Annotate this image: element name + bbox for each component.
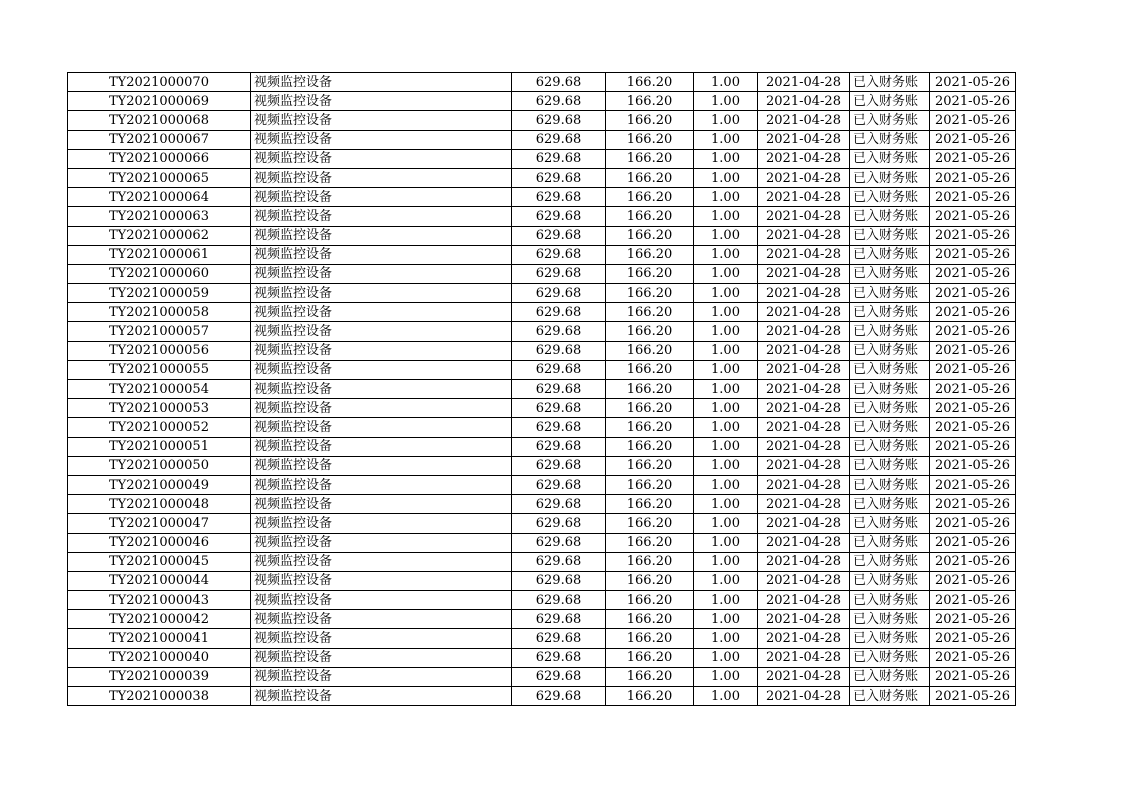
quantity-cell: 1.00 bbox=[694, 514, 758, 533]
original-value-cell: 629.68 bbox=[512, 418, 606, 437]
asset-code-cell: TY2021000045 bbox=[68, 552, 251, 571]
asset-code-cell: TY2021000053 bbox=[68, 399, 251, 418]
original-value-cell: 629.68 bbox=[512, 360, 606, 379]
acquired-date-cell: 2021-04-28 bbox=[758, 226, 850, 245]
asset-code-cell: TY2021000058 bbox=[68, 303, 251, 322]
table-row bbox=[68, 130, 1016, 149]
value-cell: 166.20 bbox=[606, 73, 694, 92]
value-cell: 166.20 bbox=[606, 552, 694, 571]
asset-name-cell: 视频监控设备 bbox=[251, 111, 512, 130]
original-value-cell: 629.68 bbox=[512, 245, 606, 264]
value-cell: 166.20 bbox=[606, 264, 694, 283]
table-row bbox=[68, 284, 1016, 303]
table-row bbox=[68, 514, 1016, 533]
original-value-cell: 629.68 bbox=[512, 111, 606, 130]
recorded-date-cell: 2021-05-26 bbox=[930, 264, 1016, 283]
status-cell: 已入财务账 bbox=[850, 456, 930, 475]
quantity-cell: 1.00 bbox=[694, 687, 758, 706]
asset-name-cell: 视频监控设备 bbox=[251, 245, 512, 264]
asset-code-cell: TY2021000068 bbox=[68, 111, 251, 130]
table-row bbox=[68, 188, 1016, 207]
asset-code-cell: TY2021000064 bbox=[68, 188, 251, 207]
value-cell: 166.20 bbox=[606, 322, 694, 341]
acquired-date-cell: 2021-04-28 bbox=[758, 533, 850, 552]
acquired-date-cell: 2021-04-28 bbox=[758, 495, 850, 514]
table-row bbox=[68, 418, 1016, 437]
acquired-date-cell: 2021-04-28 bbox=[758, 418, 850, 437]
acquired-date-cell: 2021-04-28 bbox=[758, 380, 850, 399]
status-cell: 已入财务账 bbox=[850, 495, 930, 514]
table-row bbox=[68, 245, 1016, 264]
acquired-date-cell: 2021-04-28 bbox=[758, 399, 850, 418]
asset-code-cell: TY2021000069 bbox=[68, 92, 251, 111]
acquired-date-cell: 2021-04-28 bbox=[758, 667, 850, 686]
original-value-cell: 629.68 bbox=[512, 456, 606, 475]
asset-code-cell: TY2021000052 bbox=[68, 418, 251, 437]
table-row bbox=[68, 552, 1016, 571]
asset-name-cell: 视频监控设备 bbox=[251, 341, 512, 360]
quantity-cell: 1.00 bbox=[694, 552, 758, 571]
quantity-cell: 1.00 bbox=[694, 399, 758, 418]
value-cell: 166.20 bbox=[606, 533, 694, 552]
quantity-cell: 1.00 bbox=[694, 111, 758, 130]
asset-name-cell: 视频监控设备 bbox=[251, 264, 512, 283]
table-row bbox=[68, 629, 1016, 648]
acquired-date-cell: 2021-04-28 bbox=[758, 552, 850, 571]
status-cell: 已入财务账 bbox=[850, 341, 930, 360]
status-cell: 已入财务账 bbox=[850, 591, 930, 610]
original-value-cell: 629.68 bbox=[512, 687, 606, 706]
value-cell: 166.20 bbox=[606, 92, 694, 111]
quantity-cell: 1.00 bbox=[694, 168, 758, 187]
recorded-date-cell: 2021-05-26 bbox=[930, 437, 1016, 456]
status-cell: 已入财务账 bbox=[850, 399, 930, 418]
status-cell: 已入财务账 bbox=[850, 418, 930, 437]
quantity-cell: 1.00 bbox=[694, 226, 758, 245]
asset-code-cell: TY2021000062 bbox=[68, 226, 251, 245]
asset-name-cell: 视频监控设备 bbox=[251, 571, 512, 590]
table-row bbox=[68, 610, 1016, 629]
asset-code-cell: TY2021000051 bbox=[68, 437, 251, 456]
table-row bbox=[68, 437, 1016, 456]
table-row bbox=[68, 495, 1016, 514]
original-value-cell: 629.68 bbox=[512, 648, 606, 667]
original-value-cell: 629.68 bbox=[512, 322, 606, 341]
asset-code-cell: TY2021000042 bbox=[68, 610, 251, 629]
status-cell: 已入财务账 bbox=[850, 188, 930, 207]
acquired-date-cell: 2021-04-28 bbox=[758, 341, 850, 360]
asset-code-cell: TY2021000044 bbox=[68, 571, 251, 590]
quantity-cell: 1.00 bbox=[694, 610, 758, 629]
value-cell: 166.20 bbox=[606, 303, 694, 322]
table-row bbox=[68, 264, 1016, 283]
value-cell: 166.20 bbox=[606, 475, 694, 494]
asset-code-cell: TY2021000038 bbox=[68, 687, 251, 706]
quantity-cell: 1.00 bbox=[694, 341, 758, 360]
quantity-cell: 1.00 bbox=[694, 92, 758, 111]
quantity-cell: 1.00 bbox=[694, 264, 758, 283]
original-value-cell: 629.68 bbox=[512, 73, 606, 92]
original-value-cell: 629.68 bbox=[512, 207, 606, 226]
quantity-cell: 1.00 bbox=[694, 591, 758, 610]
asset-name-cell: 视频监控设备 bbox=[251, 360, 512, 379]
quantity-cell: 1.00 bbox=[694, 475, 758, 494]
original-value-cell: 629.68 bbox=[512, 264, 606, 283]
table-row bbox=[68, 399, 1016, 418]
recorded-date-cell: 2021-05-26 bbox=[930, 456, 1016, 475]
value-cell: 166.20 bbox=[606, 687, 694, 706]
recorded-date-cell: 2021-05-26 bbox=[930, 303, 1016, 322]
table-row bbox=[68, 207, 1016, 226]
quantity-cell: 1.00 bbox=[694, 648, 758, 667]
original-value-cell: 629.68 bbox=[512, 437, 606, 456]
acquired-date-cell: 2021-04-28 bbox=[758, 629, 850, 648]
table-row bbox=[68, 168, 1016, 187]
acquired-date-cell: 2021-04-28 bbox=[758, 284, 850, 303]
recorded-date-cell: 2021-05-26 bbox=[930, 667, 1016, 686]
original-value-cell: 629.68 bbox=[512, 380, 606, 399]
quantity-cell: 1.00 bbox=[694, 437, 758, 456]
asset-name-cell: 视频监控设备 bbox=[251, 648, 512, 667]
asset-code-cell: TY2021000063 bbox=[68, 207, 251, 226]
status-cell: 已入财务账 bbox=[850, 648, 930, 667]
asset-code-cell: TY2021000054 bbox=[68, 380, 251, 399]
table-row bbox=[68, 149, 1016, 168]
value-cell: 166.20 bbox=[606, 188, 694, 207]
status-cell: 已入财务账 bbox=[850, 629, 930, 648]
table-row bbox=[68, 73, 1016, 92]
acquired-date-cell: 2021-04-28 bbox=[758, 168, 850, 187]
quantity-cell: 1.00 bbox=[694, 456, 758, 475]
acquired-date-cell: 2021-04-28 bbox=[758, 130, 850, 149]
value-cell: 166.20 bbox=[606, 456, 694, 475]
table-row bbox=[68, 571, 1016, 590]
asset-code-cell: TY2021000039 bbox=[68, 667, 251, 686]
value-cell: 166.20 bbox=[606, 111, 694, 130]
acquired-date-cell: 2021-04-28 bbox=[758, 514, 850, 533]
table-row bbox=[68, 456, 1016, 475]
asset-code-cell: TY2021000050 bbox=[68, 456, 251, 475]
original-value-cell: 629.68 bbox=[512, 667, 606, 686]
quantity-cell: 1.00 bbox=[694, 571, 758, 590]
original-value-cell: 629.68 bbox=[512, 284, 606, 303]
acquired-date-cell: 2021-04-28 bbox=[758, 648, 850, 667]
original-value-cell: 629.68 bbox=[512, 399, 606, 418]
asset-code-cell: TY2021000048 bbox=[68, 495, 251, 514]
quantity-cell: 1.00 bbox=[694, 418, 758, 437]
asset-code-cell: TY2021000046 bbox=[68, 533, 251, 552]
table-row bbox=[68, 591, 1016, 610]
acquired-date-cell: 2021-04-28 bbox=[758, 591, 850, 610]
recorded-date-cell: 2021-05-26 bbox=[930, 380, 1016, 399]
original-value-cell: 629.68 bbox=[512, 571, 606, 590]
asset-name-cell: 视频监控设备 bbox=[251, 92, 512, 111]
original-value-cell: 629.68 bbox=[512, 149, 606, 168]
acquired-date-cell: 2021-04-28 bbox=[758, 149, 850, 168]
recorded-date-cell: 2021-05-26 bbox=[930, 322, 1016, 341]
original-value-cell: 629.68 bbox=[512, 495, 606, 514]
status-cell: 已入财务账 bbox=[850, 380, 930, 399]
asset-code-cell: TY2021000066 bbox=[68, 149, 251, 168]
acquired-date-cell: 2021-04-28 bbox=[758, 571, 850, 590]
asset-name-cell: 视频监控设备 bbox=[251, 552, 512, 571]
asset-name-cell: 视频监控设备 bbox=[251, 226, 512, 245]
quantity-cell: 1.00 bbox=[694, 533, 758, 552]
status-cell: 已入财务账 bbox=[850, 226, 930, 245]
status-cell: 已入财务账 bbox=[850, 245, 930, 264]
recorded-date-cell: 2021-05-26 bbox=[930, 475, 1016, 494]
quantity-cell: 1.00 bbox=[694, 130, 758, 149]
asset-table bbox=[67, 72, 1016, 706]
quantity-cell: 1.00 bbox=[694, 245, 758, 264]
asset-code-cell: TY2021000056 bbox=[68, 341, 251, 360]
status-cell: 已入财务账 bbox=[850, 303, 930, 322]
original-value-cell: 629.68 bbox=[512, 610, 606, 629]
value-cell: 166.20 bbox=[606, 571, 694, 590]
recorded-date-cell: 2021-05-26 bbox=[930, 571, 1016, 590]
asset-name-cell: 视频监控设备 bbox=[251, 207, 512, 226]
asset-name-cell: 视频监控设备 bbox=[251, 437, 512, 456]
acquired-date-cell: 2021-04-28 bbox=[758, 111, 850, 130]
original-value-cell: 629.68 bbox=[512, 92, 606, 111]
acquired-date-cell: 2021-04-28 bbox=[758, 264, 850, 283]
status-cell: 已入财务账 bbox=[850, 571, 930, 590]
recorded-date-cell: 2021-05-26 bbox=[930, 130, 1016, 149]
status-cell: 已入财务账 bbox=[850, 73, 930, 92]
original-value-cell: 629.68 bbox=[512, 591, 606, 610]
quantity-cell: 1.00 bbox=[694, 73, 758, 92]
value-cell: 166.20 bbox=[606, 130, 694, 149]
recorded-date-cell: 2021-05-26 bbox=[930, 188, 1016, 207]
recorded-date-cell: 2021-05-26 bbox=[930, 168, 1016, 187]
asset-name-cell: 视频监控设备 bbox=[251, 418, 512, 437]
acquired-date-cell: 2021-04-28 bbox=[758, 207, 850, 226]
status-cell: 已入财务账 bbox=[850, 207, 930, 226]
asset-name-cell: 视频监控设备 bbox=[251, 130, 512, 149]
value-cell: 166.20 bbox=[606, 495, 694, 514]
recorded-date-cell: 2021-05-26 bbox=[930, 552, 1016, 571]
asset-code-cell: TY2021000059 bbox=[68, 284, 251, 303]
value-cell: 166.20 bbox=[606, 149, 694, 168]
recorded-date-cell: 2021-05-26 bbox=[930, 591, 1016, 610]
original-value-cell: 629.68 bbox=[512, 629, 606, 648]
recorded-date-cell: 2021-05-26 bbox=[930, 495, 1016, 514]
original-value-cell: 629.68 bbox=[512, 552, 606, 571]
original-value-cell: 629.68 bbox=[512, 303, 606, 322]
acquired-date-cell: 2021-04-28 bbox=[758, 475, 850, 494]
recorded-date-cell: 2021-05-26 bbox=[930, 399, 1016, 418]
acquired-date-cell: 2021-04-28 bbox=[758, 456, 850, 475]
value-cell: 166.20 bbox=[606, 629, 694, 648]
status-cell: 已入财务账 bbox=[850, 322, 930, 341]
value-cell: 166.20 bbox=[606, 648, 694, 667]
value-cell: 166.20 bbox=[606, 667, 694, 686]
original-value-cell: 629.68 bbox=[512, 168, 606, 187]
original-value-cell: 629.68 bbox=[512, 341, 606, 360]
recorded-date-cell: 2021-05-26 bbox=[930, 610, 1016, 629]
value-cell: 166.20 bbox=[606, 437, 694, 456]
recorded-date-cell: 2021-05-26 bbox=[930, 514, 1016, 533]
value-cell: 166.20 bbox=[606, 245, 694, 264]
table-row bbox=[68, 360, 1016, 379]
table-row bbox=[68, 226, 1016, 245]
acquired-date-cell: 2021-04-28 bbox=[758, 687, 850, 706]
status-cell: 已入财务账 bbox=[850, 667, 930, 686]
table-row bbox=[68, 475, 1016, 494]
asset-name-cell: 视频监控设备 bbox=[251, 188, 512, 207]
status-cell: 已入财务账 bbox=[850, 149, 930, 168]
asset-name-cell: 视频监控设备 bbox=[251, 399, 512, 418]
asset-name-cell: 视频监控设备 bbox=[251, 380, 512, 399]
status-cell: 已入财务账 bbox=[850, 687, 930, 706]
recorded-date-cell: 2021-05-26 bbox=[930, 207, 1016, 226]
recorded-date-cell: 2021-05-26 bbox=[930, 629, 1016, 648]
table-row bbox=[68, 111, 1016, 130]
table-row bbox=[68, 322, 1016, 341]
table-row bbox=[68, 533, 1016, 552]
asset-code-cell: TY2021000067 bbox=[68, 130, 251, 149]
quantity-cell: 1.00 bbox=[694, 667, 758, 686]
asset-name-cell: 视频监控设备 bbox=[251, 687, 512, 706]
asset-code-cell: TY2021000049 bbox=[68, 475, 251, 494]
value-cell: 166.20 bbox=[606, 360, 694, 379]
recorded-date-cell: 2021-05-26 bbox=[930, 341, 1016, 360]
quantity-cell: 1.00 bbox=[694, 207, 758, 226]
value-cell: 166.20 bbox=[606, 418, 694, 437]
acquired-date-cell: 2021-04-28 bbox=[758, 437, 850, 456]
quantity-cell: 1.00 bbox=[694, 322, 758, 341]
recorded-date-cell: 2021-05-26 bbox=[930, 111, 1016, 130]
original-value-cell: 629.68 bbox=[512, 475, 606, 494]
quantity-cell: 1.00 bbox=[694, 303, 758, 322]
original-value-cell: 629.68 bbox=[512, 514, 606, 533]
original-value-cell: 629.68 bbox=[512, 130, 606, 149]
recorded-date-cell: 2021-05-26 bbox=[930, 687, 1016, 706]
recorded-date-cell: 2021-05-26 bbox=[930, 418, 1016, 437]
value-cell: 166.20 bbox=[606, 514, 694, 533]
acquired-date-cell: 2021-04-28 bbox=[758, 322, 850, 341]
asset-name-cell: 视频监控设备 bbox=[251, 303, 512, 322]
status-cell: 已入财务账 bbox=[850, 111, 930, 130]
asset-name-cell: 视频监控设备 bbox=[251, 149, 512, 168]
status-cell: 已入财务账 bbox=[850, 168, 930, 187]
asset-code-cell: TY2021000057 bbox=[68, 322, 251, 341]
asset-code-cell: TY2021000070 bbox=[68, 73, 251, 92]
asset-name-cell: 视频监控设备 bbox=[251, 495, 512, 514]
table-row bbox=[68, 341, 1016, 360]
recorded-date-cell: 2021-05-26 bbox=[930, 73, 1016, 92]
quantity-cell: 1.00 bbox=[694, 149, 758, 168]
original-value-cell: 629.68 bbox=[512, 533, 606, 552]
recorded-date-cell: 2021-05-26 bbox=[930, 284, 1016, 303]
status-cell: 已入财务账 bbox=[850, 610, 930, 629]
value-cell: 166.20 bbox=[606, 610, 694, 629]
recorded-date-cell: 2021-05-26 bbox=[930, 149, 1016, 168]
acquired-date-cell: 2021-04-28 bbox=[758, 360, 850, 379]
asset-name-cell: 视频监控设备 bbox=[251, 629, 512, 648]
acquired-date-cell: 2021-04-28 bbox=[758, 610, 850, 629]
value-cell: 166.20 bbox=[606, 341, 694, 360]
status-cell: 已入财务账 bbox=[850, 437, 930, 456]
asset-name-cell: 视频监控设备 bbox=[251, 456, 512, 475]
table-row bbox=[68, 92, 1016, 111]
acquired-date-cell: 2021-04-28 bbox=[758, 245, 850, 264]
asset-code-cell: TY2021000041 bbox=[68, 629, 251, 648]
asset-name-cell: 视频监控设备 bbox=[251, 514, 512, 533]
recorded-date-cell: 2021-05-26 bbox=[930, 360, 1016, 379]
status-cell: 已入财务账 bbox=[850, 264, 930, 283]
asset-name-cell: 视频监控设备 bbox=[251, 591, 512, 610]
asset-code-cell: TY2021000055 bbox=[68, 360, 251, 379]
acquired-date-cell: 2021-04-28 bbox=[758, 303, 850, 322]
value-cell: 166.20 bbox=[606, 168, 694, 187]
value-cell: 166.20 bbox=[606, 226, 694, 245]
asset-code-cell: TY2021000047 bbox=[68, 514, 251, 533]
value-cell: 166.20 bbox=[606, 207, 694, 226]
acquired-date-cell: 2021-04-28 bbox=[758, 73, 850, 92]
asset-code-cell: TY2021000043 bbox=[68, 591, 251, 610]
table-row bbox=[68, 648, 1016, 667]
table-row bbox=[68, 667, 1016, 686]
original-value-cell: 629.68 bbox=[512, 226, 606, 245]
quantity-cell: 1.00 bbox=[694, 495, 758, 514]
value-cell: 166.20 bbox=[606, 284, 694, 303]
acquired-date-cell: 2021-04-28 bbox=[758, 188, 850, 207]
table-row bbox=[68, 303, 1016, 322]
original-value-cell: 629.68 bbox=[512, 188, 606, 207]
quantity-cell: 1.00 bbox=[694, 629, 758, 648]
asset-name-cell: 视频监控设备 bbox=[251, 533, 512, 552]
asset-name-cell: 视频监控设备 bbox=[251, 475, 512, 494]
asset-name-cell: 视频监控设备 bbox=[251, 322, 512, 341]
asset-name-cell: 视频监控设备 bbox=[251, 667, 512, 686]
asset-code-cell: TY2021000065 bbox=[68, 168, 251, 187]
status-cell: 已入财务账 bbox=[850, 552, 930, 571]
quantity-cell: 1.00 bbox=[694, 380, 758, 399]
recorded-date-cell: 2021-05-26 bbox=[930, 226, 1016, 245]
asset-name-cell: 视频监控设备 bbox=[251, 73, 512, 92]
status-cell: 已入财务账 bbox=[850, 92, 930, 111]
asset-name-cell: 视频监控设备 bbox=[251, 168, 512, 187]
status-cell: 已入财务账 bbox=[850, 533, 930, 552]
table-body bbox=[68, 73, 1016, 706]
asset-code-cell: TY2021000060 bbox=[68, 264, 251, 283]
value-cell: 166.20 bbox=[606, 380, 694, 399]
status-cell: 已入财务账 bbox=[850, 284, 930, 303]
asset-code-cell: TY2021000061 bbox=[68, 245, 251, 264]
recorded-date-cell: 2021-05-26 bbox=[930, 648, 1016, 667]
asset-name-cell: 视频监控设备 bbox=[251, 284, 512, 303]
recorded-date-cell: 2021-05-26 bbox=[930, 92, 1016, 111]
recorded-date-cell: 2021-05-26 bbox=[930, 533, 1016, 552]
status-cell: 已入财务账 bbox=[850, 130, 930, 149]
quantity-cell: 1.00 bbox=[694, 188, 758, 207]
table-row bbox=[68, 380, 1016, 399]
status-cell: 已入财务账 bbox=[850, 514, 930, 533]
status-cell: 已入财务账 bbox=[850, 360, 930, 379]
value-cell: 166.20 bbox=[606, 591, 694, 610]
quantity-cell: 1.00 bbox=[694, 284, 758, 303]
asset-name-cell: 视频监控设备 bbox=[251, 610, 512, 629]
quantity-cell: 1.00 bbox=[694, 360, 758, 379]
status-cell: 已入财务账 bbox=[850, 475, 930, 494]
table-row bbox=[68, 687, 1016, 706]
recorded-date-cell: 2021-05-26 bbox=[930, 245, 1016, 264]
asset-code-cell: TY2021000040 bbox=[68, 648, 251, 667]
acquired-date-cell: 2021-04-28 bbox=[758, 92, 850, 111]
value-cell: 166.20 bbox=[606, 399, 694, 418]
